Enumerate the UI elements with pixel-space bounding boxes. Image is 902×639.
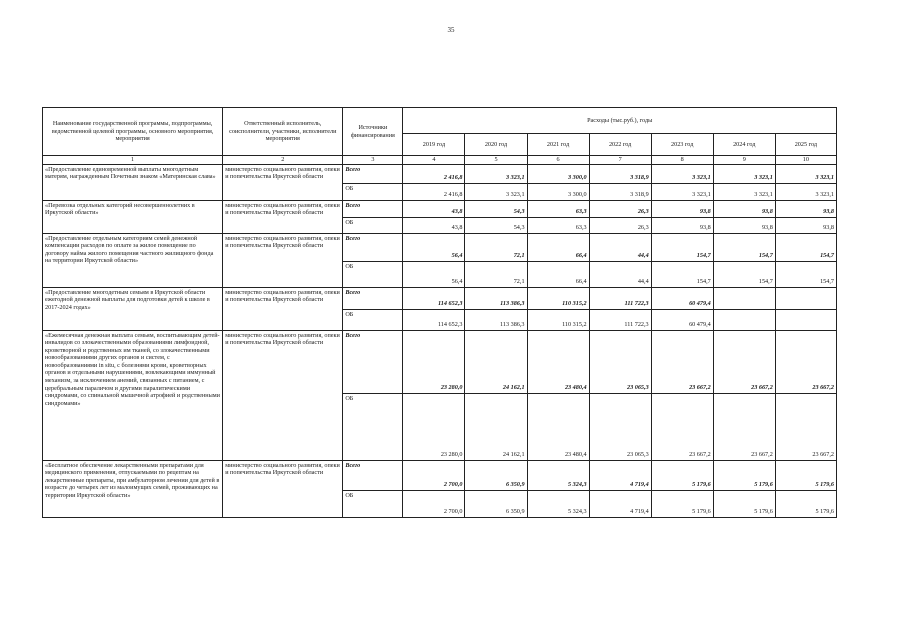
- total-value: 23 280,0: [403, 330, 465, 393]
- header-year: 2024 год: [713, 134, 775, 156]
- column-number: 10: [775, 156, 836, 165]
- table-row: [43, 200, 837, 217]
- ob-value: 23 667,2: [713, 393, 775, 460]
- ob-value: 26,3: [589, 217, 651, 233]
- total-value: 5 179,6: [651, 460, 713, 490]
- ob-value: 111 722,3: [589, 309, 651, 330]
- header-name: Наименование государственной программы, подпрограммы, ведомственной целевой программы, основного мероприятия, мероприятия: [43, 108, 223, 156]
- ob-value: 5 179,6: [775, 490, 836, 517]
- total-value: 154,7: [775, 233, 836, 261]
- total-value: 60 479,4: [651, 287, 713, 309]
- ob-value: 6 350,9: [465, 490, 527, 517]
- ob-value: 154,7: [775, 261, 836, 287]
- ob-value: 93,8: [775, 217, 836, 233]
- ob-value: 43,8: [403, 217, 465, 233]
- total-value: 5 179,6: [713, 460, 775, 490]
- header-source: Источники финансирования: [343, 108, 403, 156]
- source-ob-label: ОБ: [343, 217, 403, 233]
- ob-value: 23 480,4: [527, 393, 589, 460]
- total-value: 113 386,3: [465, 287, 527, 309]
- header-year: 2022 год: [589, 134, 651, 156]
- measure-name: «Ежемесячная денежная выплата семьям, воспитывающим детей-инвалидов со злокачественными образованиями лимфоидной, кроветворной и родственных им тканей, со злокачественными новообразованиями других органов и систем, с новообразованиями in situ, с болезнями крови, кроветворных органов и отдельными нарушениями, вовлекающими иммунный механизм, за исключением анемий, связанных с питанием, с церебральным параличом и другими паралитическими синдромами, со спинальной мышечной атрофией и родственными синдромами»: [43, 330, 223, 460]
- measure-executor: министерство социального развития, опеки и попечительства Иркутской области: [223, 287, 343, 330]
- total-value: 114 652,3: [403, 287, 465, 309]
- ob-value: 72,1: [465, 261, 527, 287]
- ob-value: 56,4: [403, 261, 465, 287]
- ob-value: 2 700,0: [403, 490, 465, 517]
- column-number: 9: [713, 156, 775, 165]
- source-total-label: Всего: [343, 233, 403, 261]
- ob-value: 60 479,4: [651, 309, 713, 330]
- table-row: [43, 287, 837, 309]
- ob-value: 63,3: [527, 217, 589, 233]
- total-value: 66,4: [527, 233, 589, 261]
- total-value: 93,8: [713, 200, 775, 217]
- total-value: 93,8: [651, 200, 713, 217]
- source-ob-label: ОБ: [343, 183, 403, 200]
- measure-name: «Предоставление многодетным семьям в Иркутской области ежегодной денежной выплаты для подготовки детей к школе в 2017-2024 годах»: [43, 287, 223, 330]
- ob-value: 3 323,1: [713, 183, 775, 200]
- header-year: 2025 год: [775, 134, 836, 156]
- source-ob-label: ОБ: [343, 393, 403, 460]
- budget-table: [42, 107, 837, 518]
- source-ob-label: ОБ: [343, 490, 403, 517]
- header-year: 2020 год: [465, 134, 527, 156]
- ob-value: 5 179,6: [651, 490, 713, 517]
- total-value: 6 350,9: [465, 460, 527, 490]
- source-total-label: Всего: [343, 164, 403, 183]
- table-row: [43, 460, 837, 490]
- total-value: 44,4: [589, 233, 651, 261]
- ob-value: 154,7: [651, 261, 713, 287]
- total-value: 3 323,1: [713, 164, 775, 183]
- total-value: 23 667,2: [713, 330, 775, 393]
- total-value: 2 700,0: [403, 460, 465, 490]
- source-total-label: Всего: [343, 330, 403, 393]
- ob-value: 3 323,1: [775, 183, 836, 200]
- column-number: 6: [527, 156, 589, 165]
- total-value: 154,7: [651, 233, 713, 261]
- measure-executor: министерство социального развития, опеки и попечительства Иркутской области: [223, 200, 343, 233]
- ob-value: 4 719,4: [589, 490, 651, 517]
- source-total-label: Всего: [343, 200, 403, 217]
- table-body: [43, 164, 837, 517]
- ob-value: 3 323,1: [651, 183, 713, 200]
- total-value: 3 323,1: [465, 164, 527, 183]
- ob-value: 5 179,6: [713, 490, 775, 517]
- table-row: [43, 164, 837, 183]
- ob-value: 110 315,2: [527, 309, 589, 330]
- total-value: 111 722,3: [589, 287, 651, 309]
- table-row: [43, 233, 837, 261]
- header-year: 2019 год: [403, 134, 465, 156]
- measure-executor: министерство социального развития, опеки и попечительства Иркутской области: [223, 330, 343, 460]
- ob-value: 5 324,3: [527, 490, 589, 517]
- total-value: [775, 287, 836, 309]
- ob-value: 24 162,1: [465, 393, 527, 460]
- ob-value: 114 652,3: [403, 309, 465, 330]
- ob-value: 2 416,8: [403, 183, 465, 200]
- measure-name: «Перевозка отдельных категорий несовершеннолетних в Иркутской области»: [43, 200, 223, 233]
- source-ob-label: ОБ: [343, 261, 403, 287]
- ob-value: 93,8: [651, 217, 713, 233]
- column-number: 1: [43, 156, 223, 165]
- source-total-label: Всего: [343, 460, 403, 490]
- total-value: 54,3: [465, 200, 527, 217]
- source-total-label: Всего: [343, 287, 403, 309]
- ob-value: 23 280,0: [403, 393, 465, 460]
- header-year: 2021 год: [527, 134, 589, 156]
- measure-executor: министерство социального развития, опеки и попечительства Иркутской области: [223, 460, 343, 517]
- measure-name: «Предоставление единовременной выплаты многодетным матерям, награжденным Почетным знаком «Материнская слава»: [43, 164, 223, 200]
- total-value: 43,8: [403, 200, 465, 217]
- column-number: 4: [403, 156, 465, 165]
- total-value: 56,4: [403, 233, 465, 261]
- total-value: 26,3: [589, 200, 651, 217]
- header-executor: Ответственный исполнитель, соисполнители, участники, исполнители мероприятия: [223, 108, 343, 156]
- total-value: 4 719,4: [589, 460, 651, 490]
- table-row: [43, 330, 837, 393]
- ob-value: 54,3: [465, 217, 527, 233]
- total-value: 23 667,2: [775, 330, 836, 393]
- ob-value: [713, 309, 775, 330]
- column-number: 3: [343, 156, 403, 165]
- total-value: 3 300,0: [527, 164, 589, 183]
- column-number: 7: [589, 156, 651, 165]
- total-value: 23 480,4: [527, 330, 589, 393]
- total-value: [713, 287, 775, 309]
- total-value: 72,1: [465, 233, 527, 261]
- column-number: 5: [465, 156, 527, 165]
- source-ob-label: ОБ: [343, 309, 403, 330]
- header-expenses: Расходы (тыс.руб.), годы: [403, 108, 837, 134]
- header-year: 2023 год: [651, 134, 713, 156]
- ob-value: 3 318,9: [589, 183, 651, 200]
- total-value: 110 315,2: [527, 287, 589, 309]
- ob-value: 154,7: [713, 261, 775, 287]
- ob-value: 23 065,3: [589, 393, 651, 460]
- ob-value: 66,4: [527, 261, 589, 287]
- ob-value: 93,8: [713, 217, 775, 233]
- measure-name: «Предоставление отдельным категориям семей денежной компенсации расходов по оплате за жилое помещение по договору найма жилого помещения частного жилищного фонда на территории Иркутской области»: [43, 233, 223, 287]
- ob-value: [775, 309, 836, 330]
- ob-value: 3 323,1: [465, 183, 527, 200]
- total-value: 23 065,3: [589, 330, 651, 393]
- total-value: 5 324,3: [527, 460, 589, 490]
- total-value: 5 179,6: [775, 460, 836, 490]
- ob-value: 44,4: [589, 261, 651, 287]
- ob-value: 113 386,3: [465, 309, 527, 330]
- measure-executor: министерство социального развития, опеки и попечительства Иркутской области: [223, 164, 343, 200]
- total-value: 24 162,1: [465, 330, 527, 393]
- total-value: 3 318,9: [589, 164, 651, 183]
- total-value: 23 667,2: [651, 330, 713, 393]
- total-value: 154,7: [713, 233, 775, 261]
- measure-executor: министерство социального развития, опеки и попечительства Иркутской области: [223, 233, 343, 287]
- total-value: 2 416,8: [403, 164, 465, 183]
- total-value: 3 323,1: [651, 164, 713, 183]
- total-value: 63,3: [527, 200, 589, 217]
- ob-value: 23 667,2: [775, 393, 836, 460]
- ob-value: 23 667,2: [651, 393, 713, 460]
- column-number: 2: [223, 156, 343, 165]
- page-number: 35: [447, 26, 455, 34]
- total-value: 3 323,1: [775, 164, 836, 183]
- ob-value: 3 300,0: [527, 183, 589, 200]
- column-number: 8: [651, 156, 713, 165]
- total-value: 93,8: [775, 200, 836, 217]
- measure-name: «Бесплатное обеспечение лекарственными препаратами для медицинского применения, отпускаемыми по рецептам на лекарственные препараты, при амбулаторном лечении для детей в возрасте до четырех лет из малоимущих семей, проживающих на территории Иркутской области»: [43, 460, 223, 517]
